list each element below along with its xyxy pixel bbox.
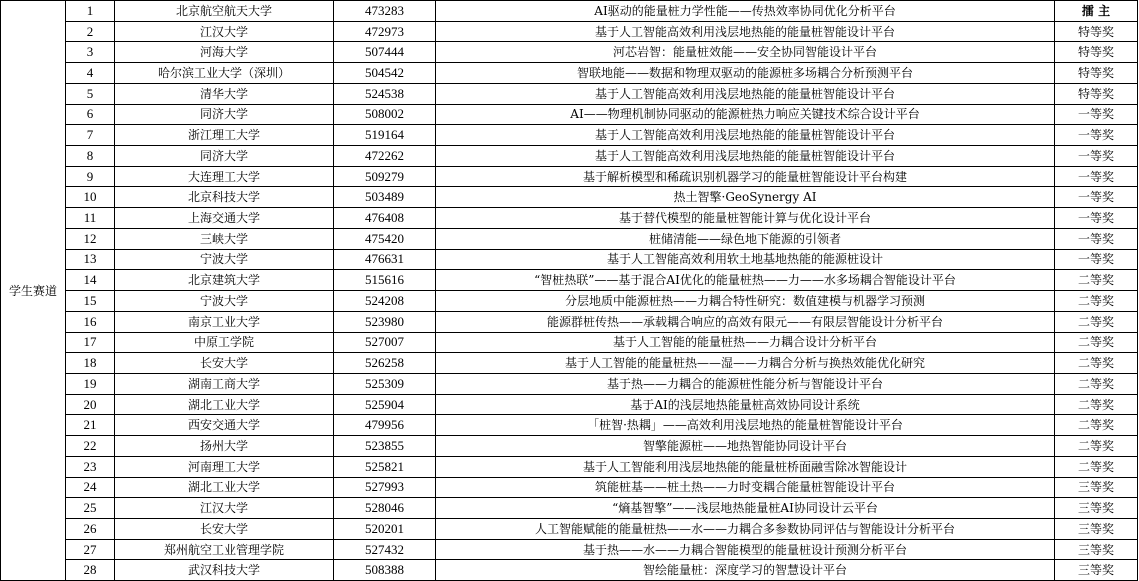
table-row	[1, 166, 1138, 187]
rank-cell: 26	[66, 518, 115, 539]
rank-cell: 20	[66, 394, 115, 415]
award-cell: 一等奖	[1055, 228, 1138, 249]
entry-id-cell: 479956	[334, 415, 436, 436]
table-row	[1, 291, 1138, 312]
project-title-cell: AI——物理机制协同驱动的能源桩热力响应关键技术综合设计平台	[436, 104, 1055, 125]
rank-cell: 5	[66, 83, 115, 104]
school-cell: 河南理工大学	[115, 456, 334, 477]
table-row	[1, 125, 1138, 146]
project-title-cell: 基于人工智能的能量桩热——湿——力耦合分析与换热效能优化研究	[436, 353, 1055, 374]
entry-id-cell: 525309	[334, 373, 436, 394]
award-cell: 二等奖	[1055, 373, 1138, 394]
school-cell: 三峡大学	[115, 228, 334, 249]
entry-id-cell: 508388	[334, 560, 436, 581]
entry-id-cell: 525904	[334, 394, 436, 415]
rank-cell: 24	[66, 477, 115, 498]
award-cell: 一等奖	[1055, 208, 1138, 229]
award-cell: 一等奖	[1055, 249, 1138, 270]
project-title-cell: 基于热——力耦合的能源桩性能分析与智能设计平台	[436, 373, 1055, 394]
award-cell: 二等奖	[1055, 415, 1138, 436]
school-cell: 同济大学	[115, 104, 334, 125]
school-cell: 西安交通大学	[115, 415, 334, 436]
entry-id-cell: 527993	[334, 477, 436, 498]
school-cell: 同济大学	[115, 146, 334, 167]
table-row	[1, 187, 1138, 208]
table-row	[1, 498, 1138, 519]
project-title-cell: 基于人工智能的能量桩热——力耦合设计分析平台	[436, 332, 1055, 353]
school-cell: 浙江理工大学	[115, 125, 334, 146]
entry-id-cell: 523980	[334, 311, 436, 332]
award-cell: 二等奖	[1055, 456, 1138, 477]
award-cell: 特等奖	[1055, 83, 1138, 104]
rank-cell: 12	[66, 228, 115, 249]
table-row	[1, 560, 1138, 581]
award-cell: 三等奖	[1055, 498, 1138, 519]
entry-id-cell: 519164	[334, 125, 436, 146]
entry-id-cell: 472973	[334, 21, 436, 42]
school-cell: 长安大学	[115, 518, 334, 539]
table-row	[1, 208, 1138, 229]
table-row	[1, 477, 1138, 498]
school-cell: 郑州航空工业管理学院	[115, 539, 334, 560]
project-title-cell: 基于人工智能高效利用浅层地热能的能量桩智能设计平台	[436, 146, 1055, 167]
project-title-cell: 智擎能源桩——地热智能协同设计平台	[436, 436, 1055, 457]
project-title-cell: 分层地质中能源桩热——力耦合特性研究：数值建模与机器学习预测	[436, 291, 1055, 312]
project-title-cell: 基于人工智能高效利用浅层地热能的能量桩智能设计平台	[436, 125, 1055, 146]
table-row	[1, 228, 1138, 249]
project-title-cell: 河芯岩智：能量桩效能——安全协同智能设计平台	[436, 42, 1055, 63]
school-cell: 宁波大学	[115, 291, 334, 312]
rank-cell: 23	[66, 456, 115, 477]
project-title-cell: 桩储清能——绿色地下能源的引领者	[436, 228, 1055, 249]
school-cell: 南京工业大学	[115, 311, 334, 332]
school-cell: 清华大学	[115, 83, 334, 104]
rank-cell: 15	[66, 291, 115, 312]
rank-cell: 8	[66, 146, 115, 167]
entry-id-cell: 527007	[334, 332, 436, 353]
award-cell: 擂 主	[1055, 1, 1138, 22]
table-row	[1, 332, 1138, 353]
award-cell: 二等奖	[1055, 332, 1138, 353]
table-row	[1, 146, 1138, 167]
award-cell: 一等奖	[1055, 146, 1138, 167]
award-cell: 一等奖	[1055, 125, 1138, 146]
school-cell: 北京科技大学	[115, 187, 334, 208]
rank-cell: 3	[66, 42, 115, 63]
rank-cell: 11	[66, 208, 115, 229]
project-title-cell: 基于人工智能高效利用浅层地热能的能量桩智能设计平台	[436, 83, 1055, 104]
project-title-cell: 基于AI的浅层地热能量桩高效协同设计系统	[436, 394, 1055, 415]
school-cell: 江汉大学	[115, 21, 334, 42]
project-title-cell: “智桩热联”——基于混合AI优化的能量桩热——力——水多场耦合智能设计平台	[436, 270, 1055, 291]
rank-cell: 17	[66, 332, 115, 353]
school-cell: 江汉大学	[115, 498, 334, 519]
rank-cell: 14	[66, 270, 115, 291]
table-row	[1, 42, 1138, 63]
entry-id-cell: 504542	[334, 63, 436, 84]
school-cell: 北京航空航天大学	[115, 1, 334, 22]
project-title-cell: 能源群桩传热——承载耦合响应的高效有限元——有限层智能设计分析平台	[436, 311, 1055, 332]
entry-id-cell: 508002	[334, 104, 436, 125]
project-title-cell: 基于解析模型和稀疏识别机器学习的能量桩智能设计平台构建	[436, 166, 1055, 187]
table-row	[1, 63, 1138, 84]
rank-cell: 21	[66, 415, 115, 436]
award-cell: 一等奖	[1055, 187, 1138, 208]
award-cell: 三等奖	[1055, 539, 1138, 560]
rank-cell: 7	[66, 125, 115, 146]
awards-table-body	[1, 1, 1138, 581]
school-cell: 上海交通大学	[115, 208, 334, 229]
rank-cell: 25	[66, 498, 115, 519]
project-title-cell: AI驱动的能量桩力学性能——传热效率协同优化分析平台	[436, 1, 1055, 22]
rank-cell: 10	[66, 187, 115, 208]
entry-id-cell: 525821	[334, 456, 436, 477]
project-title-cell: 热土智擎·GeoSynergy AI	[436, 187, 1055, 208]
entry-id-cell: 475420	[334, 228, 436, 249]
project-title-cell: 基于热——水——力耦合智能模型的能量桩设计预测分析平台	[436, 539, 1055, 560]
entry-id-cell: 503489	[334, 187, 436, 208]
award-cell: 特等奖	[1055, 42, 1138, 63]
school-cell: 湖南工商大学	[115, 373, 334, 394]
entry-id-cell: 528046	[334, 498, 436, 519]
table-row	[1, 456, 1138, 477]
rank-cell: 1	[66, 1, 115, 22]
project-title-cell: “熵基智擎”——浅层地热能量桩AI协同设计云平台	[436, 498, 1055, 519]
table-row	[1, 436, 1138, 457]
school-cell: 大连理工大学	[115, 166, 334, 187]
rank-cell: 18	[66, 353, 115, 374]
project-title-cell: 「桩智·热耦」——高效利用浅层地热的能量桩智能设计平台	[436, 415, 1055, 436]
rank-cell: 19	[66, 373, 115, 394]
rank-cell: 27	[66, 539, 115, 560]
school-cell: 北京建筑大学	[115, 270, 334, 291]
school-cell: 湖北工业大学	[115, 394, 334, 415]
school-cell: 湖北工业大学	[115, 477, 334, 498]
entry-id-cell: 509279	[334, 166, 436, 187]
entry-id-cell: 515616	[334, 270, 436, 291]
table-row	[1, 353, 1138, 374]
table-row	[1, 311, 1138, 332]
table-row	[1, 83, 1138, 104]
rank-cell: 28	[66, 560, 115, 581]
award-cell: 二等奖	[1055, 436, 1138, 457]
entry-id-cell: 524208	[334, 291, 436, 312]
entry-id-cell: 473283	[334, 1, 436, 22]
table-row	[1, 21, 1138, 42]
project-title-cell: 智绘能量桩：深度学习的智慧设计平台	[436, 560, 1055, 581]
project-title-cell: 人工智能赋能的能量桩热——水——力耦合多参数协同评估与智能设计分析平台	[436, 518, 1055, 539]
entry-id-cell: 527432	[334, 539, 436, 560]
rank-cell: 22	[66, 436, 115, 457]
award-cell: 一等奖	[1055, 166, 1138, 187]
award-cell: 二等奖	[1055, 394, 1138, 415]
school-cell: 宁波大学	[115, 249, 334, 270]
rank-cell: 9	[66, 166, 115, 187]
award-cell: 三等奖	[1055, 477, 1138, 498]
entry-id-cell: 520201	[334, 518, 436, 539]
entry-id-cell: 524538	[334, 83, 436, 104]
table-row	[1, 1, 1138, 22]
entry-id-cell: 476631	[334, 249, 436, 270]
rank-cell: 4	[66, 63, 115, 84]
award-cell: 特等奖	[1055, 21, 1138, 42]
rank-cell: 6	[66, 104, 115, 125]
rank-cell: 13	[66, 249, 115, 270]
table-row	[1, 539, 1138, 560]
school-cell: 中原工学院	[115, 332, 334, 353]
school-cell: 哈尔滨工业大学（深圳）	[115, 63, 334, 84]
school-cell: 河海大学	[115, 42, 334, 63]
award-cell: 三等奖	[1055, 560, 1138, 581]
school-cell: 武汉科技大学	[115, 560, 334, 581]
table-row	[1, 104, 1138, 125]
rank-cell: 2	[66, 21, 115, 42]
award-cell: 二等奖	[1055, 270, 1138, 291]
project-title-cell: 基于替代模型的能量桩智能计算与优化设计平台	[436, 208, 1055, 229]
entry-id-cell: 526258	[334, 353, 436, 374]
project-title-cell: 基于人工智能高效利用软土地基地热能的能源桩设计	[436, 249, 1055, 270]
table-row	[1, 249, 1138, 270]
school-cell: 扬州大学	[115, 436, 334, 457]
award-cell: 三等奖	[1055, 518, 1138, 539]
category-cell: 学生赛道	[1, 1, 66, 581]
table-row	[1, 518, 1138, 539]
award-cell: 一等奖	[1055, 104, 1138, 125]
entry-id-cell: 507444	[334, 42, 436, 63]
project-title-cell: 筑能桩基——桩土热——力时变耦合能量桩智能设计平台	[436, 477, 1055, 498]
rank-cell: 16	[66, 311, 115, 332]
entry-id-cell: 476408	[334, 208, 436, 229]
project-title-cell: 智联地能——数据和物理双驱动的能源桩多场耦合分析预测平台	[436, 63, 1055, 84]
table-row	[1, 415, 1138, 436]
table-row	[1, 394, 1138, 415]
entry-id-cell: 472262	[334, 146, 436, 167]
school-cell: 长安大学	[115, 353, 334, 374]
award-cell: 二等奖	[1055, 353, 1138, 374]
project-title-cell: 基于人工智能利用浅层地热能的能量桩桥面融雪除冰智能设计	[436, 456, 1055, 477]
project-title-cell: 基于人工智能高效利用浅层地热能的能量桩智能设计平台	[436, 21, 1055, 42]
award-cell: 二等奖	[1055, 291, 1138, 312]
table-row	[1, 270, 1138, 291]
table-row	[1, 373, 1138, 394]
award-cell: 特等奖	[1055, 63, 1138, 84]
entry-id-cell: 523855	[334, 436, 436, 457]
award-cell: 二等奖	[1055, 311, 1138, 332]
